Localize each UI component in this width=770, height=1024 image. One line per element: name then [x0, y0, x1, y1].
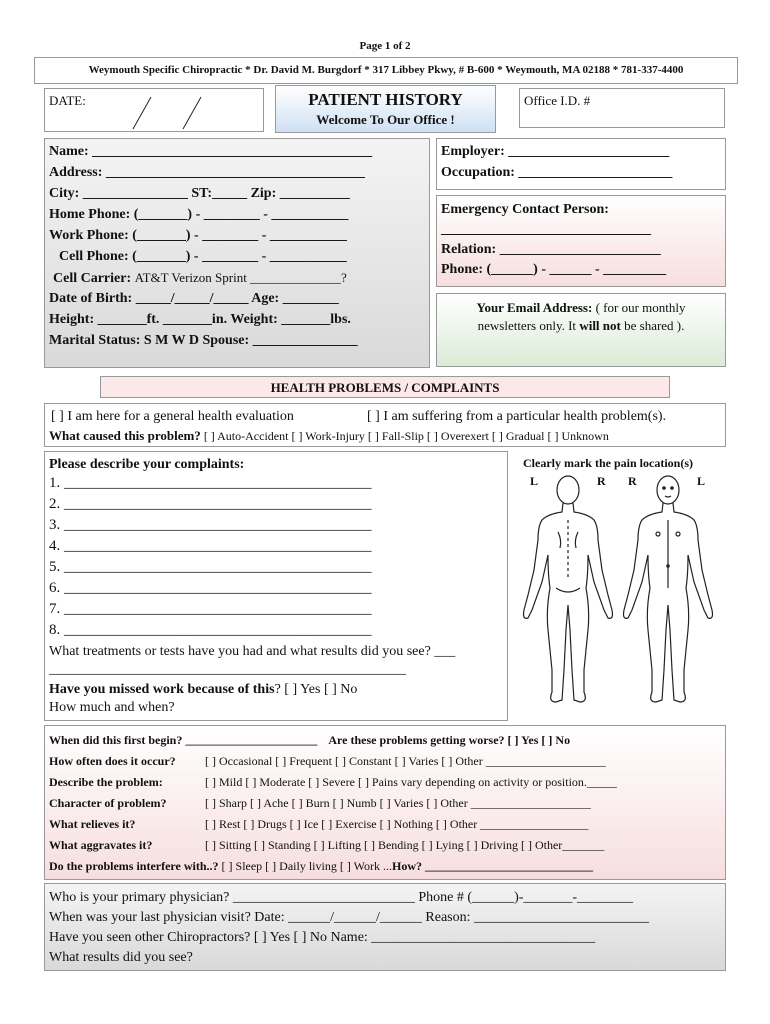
- question-character-label: Character of problem?: [49, 796, 167, 810]
- occupation-field[interactable]: Occupation: ______________________: [441, 165, 673, 180]
- email-label: Your Email Address:: [476, 300, 593, 315]
- cause-row: [49, 428, 609, 444]
- question-how-often-options[interactable]: [ ] Occasional [ ] Frequent [ ] Constant [ ] Varies [ ] Other ____________________: [205, 754, 606, 768]
- complaint-line-8[interactable]: 8. _________________________________________: [49, 622, 372, 638]
- emergency-contact-box: [436, 195, 726, 287]
- question-describe[interactable]: [49, 775, 617, 790]
- name-field[interactable]: Name: ________________________________________: [49, 144, 373, 159]
- health-header: HEALTH PROBLEMS / COMPLAINTS: [270, 380, 500, 395]
- question-first-began-label: When did this first begin? ______________________: [49, 733, 318, 747]
- complaint-line-7[interactable]: 7. _________________________________________: [49, 601, 372, 617]
- work-phone-field[interactable]: Work Phone: (_______) - ________ - ___________: [49, 228, 347, 243]
- email-box[interactable]: [436, 293, 726, 367]
- question-interfere-label: Do the problems interfere with..?: [49, 859, 219, 873]
- front-left-label: L: [697, 474, 706, 488]
- emergency-phone-field[interactable]: Phone: (______) - ______ - _________: [441, 262, 667, 277]
- city-field[interactable]: City: _______________ ST:_____ Zip: __________: [49, 186, 350, 201]
- question-first-began[interactable]: [49, 733, 570, 748]
- treatments-line[interactable]: ___________________________________________________: [49, 662, 406, 677]
- question-aggravates-label: What aggravates it?: [49, 838, 153, 852]
- missed-work-label: Have you missed work because of this: [49, 682, 275, 697]
- email-note-c: be shared ).: [620, 318, 685, 333]
- body-front-view[interactable]: [618, 470, 718, 720]
- how-much-question[interactable]: How much and when?: [49, 700, 175, 715]
- complaint-line-6[interactable]: 6. _________________________________________: [49, 580, 372, 596]
- complaint-line-2[interactable]: 2. _________________________________________: [49, 496, 372, 512]
- questions-box: [44, 725, 726, 880]
- question-relieves-options[interactable]: [ ] Rest [ ] Drugs [ ] Ice [ ] Exercise [ ] Nothing [ ] Other __________________: [205, 817, 589, 831]
- question-getting-worse[interactable]: Are these problems getting worse? [ ] Yes [ ] No: [328, 733, 571, 747]
- cell-phone-field[interactable]: Cell Phone: (_______) - ________ - ___________: [59, 249, 347, 264]
- employer-box: [436, 138, 726, 190]
- body-back-view[interactable]: [518, 470, 618, 720]
- question-interfere-how[interactable]: How? ____________________________: [391, 859, 593, 873]
- office-id-label: Office I.D. #: [524, 93, 591, 108]
- back-left-label: L: [530, 474, 539, 488]
- email-note-b: newsletters only. It: [477, 318, 580, 333]
- health-header-box: [100, 376, 670, 398]
- question-aggravates-options[interactable]: [ ] Sitting [ ] Standing [ ] Lifting [ ] Bending [ ] Lying [ ] Driving [ ] Other_______: [205, 838, 605, 852]
- date-box[interactable]: [44, 88, 264, 132]
- last-visit-field[interactable]: When was your last physician visit? Date: ______/______/______ Reason: _________________________: [49, 910, 649, 925]
- pain-location-label: Clearly mark the pain location(s): [523, 456, 693, 470]
- complaints-box: [44, 451, 508, 721]
- question-character-options[interactable]: [ ] Sharp [ ] Ache [ ] Burn [ ] Numb [ ] Varies [ ] Other ____________________: [205, 796, 591, 810]
- cell-carrier-label: Cell Carrier:: [53, 271, 132, 286]
- relation-field[interactable]: Relation: _______________________: [441, 242, 661, 257]
- physician-box: [44, 883, 726, 971]
- employer-field[interactable]: Employer: _______________________: [441, 144, 670, 159]
- personal-info-box: [44, 138, 430, 368]
- back-right-label: R: [597, 474, 606, 488]
- front-right-label: R: [628, 474, 637, 488]
- complaint-line-4[interactable]: 4. _________________________________________: [49, 538, 372, 554]
- page-label: Page 1 of 2: [359, 40, 411, 52]
- question-character[interactable]: [49, 796, 591, 811]
- general-evaluation-checkbox[interactable]: [ ] I am here for a general health evaluation: [51, 409, 294, 424]
- email-note-bold: will not: [579, 318, 621, 333]
- dob-field[interactable]: Date of Birth: _____/_____/_____ Age: ________: [49, 291, 339, 306]
- marital-status-field[interactable]: Marital Status: S M W D Spouse: _______________: [49, 333, 358, 348]
- complaint-line-3[interactable]: 3. _________________________________________: [49, 517, 372, 533]
- cause-label: What caused this problem?: [49, 428, 201, 443]
- cell-carrier-options: AT&T Verizon Sprint ______________?: [134, 270, 347, 285]
- height-weight-field[interactable]: Height: _______ft. _______in. Weight: _______lbs.: [49, 312, 351, 327]
- question-relieves[interactable]: [49, 817, 588, 832]
- email-label-line: [437, 300, 725, 316]
- email-note-line: [437, 318, 725, 334]
- question-describe-options[interactable]: [ ] Mild [ ] Moderate [ ] Severe [ ] Pains vary depending on activity or position._____: [205, 775, 617, 789]
- question-interfere[interactable]: [49, 859, 593, 874]
- missed-work-options[interactable]: ? [ ] Yes [ ] No: [274, 682, 358, 697]
- page-title: PATIENT HISTORY: [308, 90, 463, 109]
- office-id-box[interactable]: [519, 88, 725, 128]
- email-note-a: ( for our monthly: [595, 300, 686, 315]
- question-how-often[interactable]: [49, 754, 606, 769]
- primary-physician-field[interactable]: Who is your primary physician? __________________________ Phone # (______)-_______-________: [49, 890, 634, 905]
- date-label: DATE:: [49, 93, 86, 108]
- address-field[interactable]: Address: _____________________________________: [49, 165, 365, 180]
- date-slashes: [125, 95, 215, 131]
- question-describe-label: Describe the problem:: [49, 775, 163, 789]
- question-relieves-label: What relieves it?: [49, 817, 136, 831]
- complaints-label: Please describe your complaints:: [49, 457, 245, 472]
- complaint-line-5[interactable]: 5. _________________________________________: [49, 559, 372, 575]
- emergency-contact-name-field[interactable]: ______________________________: [441, 222, 651, 237]
- practice-header: Weymouth Specific Chiropractic * Dr. David M. Burgdorf * 317 Libbey Pkwy, # B-600 * Weymouth, MA 02188 * 781-337-4400: [88, 64, 684, 76]
- complaint-line-1[interactable]: 1. _________________________________________: [49, 475, 372, 491]
- treatments-question[interactable]: What treatments or tests have you had and what results did you see? ___: [49, 644, 456, 659]
- title-box: [275, 85, 496, 133]
- particular-problem-checkbox[interactable]: [ ] I am suffering from a particular health problem(s).: [367, 409, 667, 424]
- practice-header-box: [34, 57, 738, 84]
- question-how-often-label: How often does it occur?: [49, 754, 176, 768]
- emergency-contact-title: Emergency Contact Person:: [441, 202, 609, 217]
- cause-options[interactable]: [ ] Auto-Accident [ ] Work-Injury [ ] Fall-Slip [ ] Overexert [ ] Gradual [ ] Unknown: [203, 429, 609, 443]
- question-interfere-options[interactable]: [ ] Sleep [ ] Daily living [ ] Work ...: [221, 859, 392, 873]
- other-chiropractors-field[interactable]: Have you seen other Chiropractors? [ ] Yes [ ] No Name: ________________________________: [49, 930, 596, 945]
- evaluation-box: [44, 403, 726, 447]
- cell-carrier-field[interactable]: [53, 270, 347, 287]
- question-aggravates[interactable]: [49, 838, 604, 853]
- missed-work-row[interactable]: [49, 682, 357, 698]
- welcome-text: Welcome To Our Office !: [316, 112, 455, 127]
- home-phone-field[interactable]: Home Phone: (_______) - ________ - ___________: [49, 207, 349, 222]
- chiro-results-field[interactable]: What results did you see?: [49, 950, 193, 965]
